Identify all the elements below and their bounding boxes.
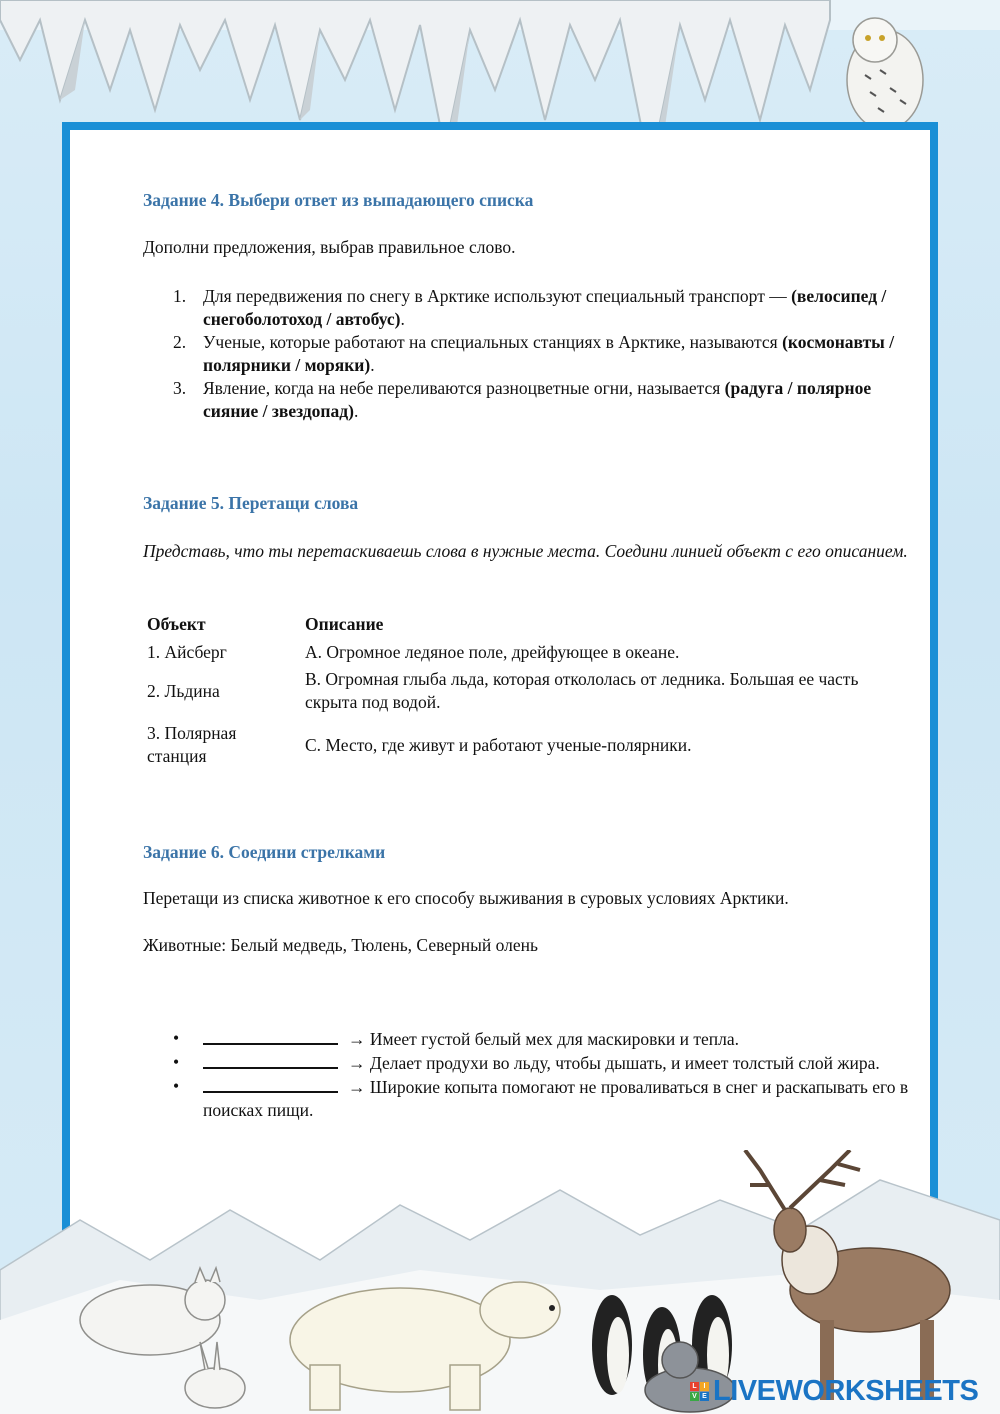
answer-blank-1[interactable] [203, 1027, 338, 1045]
task6-heading: Задание 6. Соедини стрелками [143, 842, 386, 862]
task6-animals: Животные: Белый медведь, Тюлень, Северный олень [143, 935, 538, 955]
list-item: • → Делает продухи во льду, чтобы дышать, и имеет толстый слой жира. [173, 1052, 880, 1073]
task6-instruction: Перетащи из списка животное к его способу выживания в суровых условиях Арктики. [143, 888, 789, 908]
owl-icon [847, 18, 923, 130]
task5-heading: Задание 5. Перетащи слова [143, 493, 359, 513]
table-row [143, 716, 913, 774]
list-item: • → Имеет густой белый мех для маскировки и тепла. [173, 1028, 739, 1049]
task4-item: 2. Ученые, которые работают на специальных станциях в Арктике, называются (космонавты / полярники / моряки). [173, 332, 895, 375]
task6-list [143, 1027, 918, 1122]
object-cell[interactable]: 2. Льдина [147, 680, 220, 701]
description-cell[interactable]: B. Огромная глыба льда, которая откололась от ледника. Большая ее часть скрыта под водой. [305, 669, 859, 712]
object-cell[interactable]: 1. Айсберг [147, 641, 227, 662]
table-row [143, 638, 913, 666]
task4-item: 3. Явление, когда на небе переливаются разноцветные огни, называется (радуга / полярное сияние / звездопад). [173, 378, 872, 421]
bullet-icon: • [173, 1052, 180, 1072]
answer-blank-3[interactable] [203, 1075, 338, 1093]
task4-item: 1. Для передвижения по снегу в Арктике используют специальный транспорт — (велосипед / снегоболотоход / автобус). [173, 286, 887, 329]
col-object-header: Объект [147, 613, 206, 634]
table-row [143, 666, 913, 716]
task4-dropdown-2[interactable]: (космонавты / полярники / моряки) [203, 332, 895, 375]
list-item: • → Широкие копыта помогают не проваливаться в снег и раскапывать его в поисках пищи. [173, 1076, 909, 1120]
description-cell[interactable]: A. Огромное ледяное поле, дрейфующее в океане. [305, 641, 680, 662]
answer-blank-2[interactable] [203, 1051, 338, 1069]
bullet-icon: • [173, 1028, 180, 1048]
task4-list [143, 285, 908, 423]
liveworksheets-logo [690, 1374, 978, 1408]
table-header-row [143, 610, 913, 638]
col-description-header: Описание [305, 613, 384, 634]
bullet-icon: • [173, 1076, 180, 1096]
logo-text: LIVEWORKSHEETS [713, 1374, 979, 1407]
description-cell[interactable]: C. Место, где живут и работают ученые-полярники. [305, 734, 692, 755]
task5-instruction: Представь, что ты перетаскиваешь слова в нужные места. Соедини линией объект с его описанием. [143, 541, 908, 561]
task4-instruction: Дополни предложения, выбрав правильное слово. [143, 237, 516, 257]
object-cell[interactable]: 3. Полярная станция [147, 723, 237, 766]
logo-mark-icon: L I V E [690, 1382, 709, 1401]
task4-heading: Задание 4. Выбери ответ из выпадающего списка [143, 190, 534, 210]
task5-table [143, 610, 913, 774]
task4-dropdown-3[interactable]: (радуга / полярное сияние / звездопад) [203, 378, 872, 421]
task4-dropdown-1[interactable]: (велосипед / снегоболотоход / автобус) [203, 286, 887, 329]
